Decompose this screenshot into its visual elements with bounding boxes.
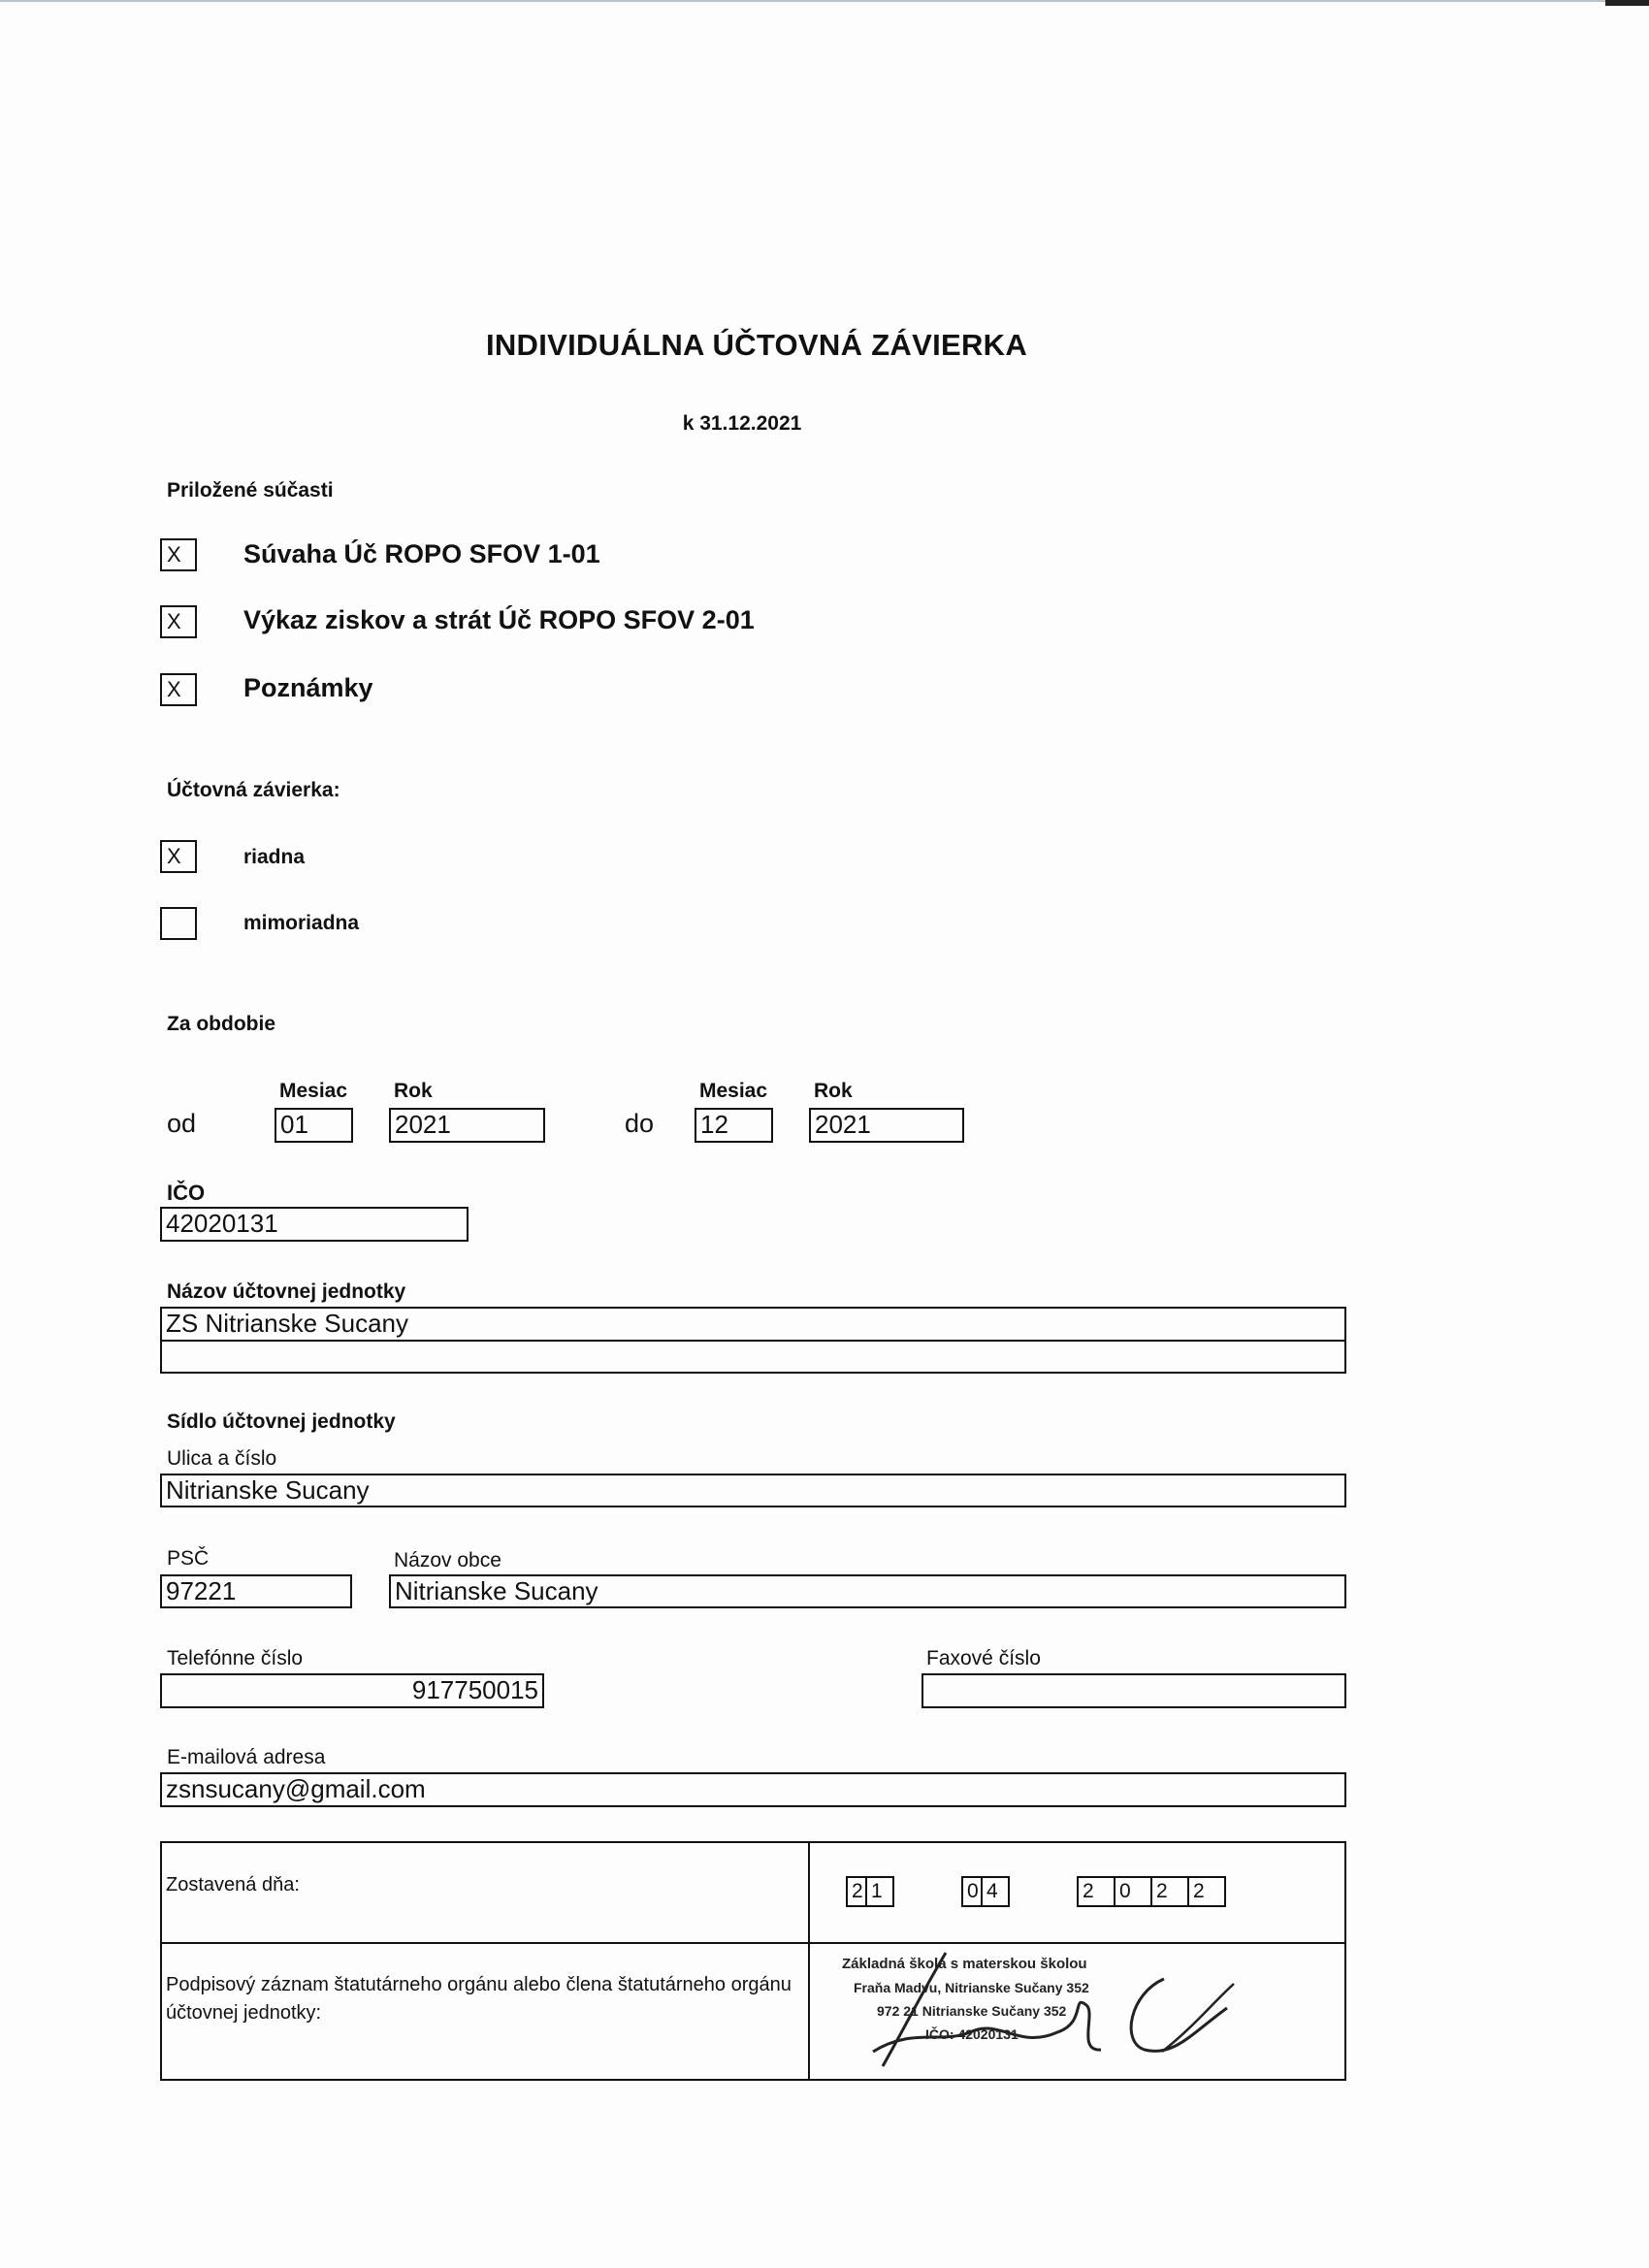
from-label: od (167, 1109, 197, 1138)
fax-label: Faxové číslo (926, 1647, 1041, 1669)
attachment-label-suvaha: Súvaha Úč ROPO SFOV 1-01 (243, 539, 600, 568)
compiled-year-digit-2[interactable]: 0 (1114, 1876, 1152, 1907)
ico-label: IČO (167, 1181, 206, 1205)
attachment-checkbox-suvaha[interactable]: X (160, 538, 197, 571)
email-label: E-mailová adresa (167, 1746, 326, 1768)
period-heading: Za obdobie (167, 1013, 275, 1035)
compiled-month-digit-1[interactable]: 0 (961, 1876, 983, 1907)
table-column-divider (808, 1843, 810, 2079)
document-title: INDIVIDUÁLNA ÚČTOVNÁ ZÁVIERKA (485, 328, 1028, 362)
document-date: k 31.12.2021 (682, 412, 802, 435)
attachment-checkbox-vykaz[interactable]: X (160, 605, 197, 638)
statement-label-riadna: riadna (243, 846, 306, 868)
stamp-line-3: 972 21 Nitrianske Sučany 352 (877, 2003, 1067, 2019)
phone-label: Telefónne číslo (167, 1647, 304, 1669)
attachment-label-vykaz: Výkaz ziskov a strát Úč ROPO SFOV 2-01 (243, 605, 755, 634)
compiled-year-digit-4[interactable]: 2 (1187, 1876, 1226, 1907)
statement-checkbox-riadna[interactable]: X (160, 840, 197, 873)
to-label: do (625, 1109, 655, 1138)
scan-top-line (0, 0, 1649, 2)
to-year-label: Rok (814, 1080, 853, 1102)
email-field[interactable]: zsnsucany@gmail.com (160, 1772, 1346, 1807)
from-month-field[interactable]: 01 (275, 1108, 353, 1143)
fax-field[interactable] (922, 1673, 1346, 1708)
street-field[interactable]: Nitrianske Sucany (160, 1474, 1346, 1507)
compiled-year-digit-3[interactable]: 2 (1150, 1876, 1189, 1907)
ico-field[interactable]: 42020131 (160, 1207, 469, 1242)
stamp-line-4: IČO: 42020131 (925, 2026, 1018, 2042)
address-heading: Sídlo účtovnej jednotky (167, 1410, 396, 1433)
to-month-label: Mesiac (699, 1080, 768, 1102)
entity-name-line1[interactable]: ZS Nitrianske Sucany (160, 1307, 1346, 1342)
entity-name-label: Názov účtovnej jednotky (167, 1280, 406, 1303)
stamp-line-1: Základná škola s materskou školou (842, 1956, 1087, 1972)
city-field[interactable]: Nitrianske Sucany (389, 1574, 1346, 1608)
psc-field[interactable]: 97221 (160, 1574, 352, 1608)
city-label: Názov obce (394, 1549, 501, 1571)
attachments-heading: Priložené súčasti (167, 479, 334, 502)
entity-name-line2[interactable] (160, 1340, 1346, 1374)
compiled-day-digit-1[interactable]: 2 (846, 1876, 867, 1907)
from-year-field[interactable]: 2021 (389, 1108, 545, 1143)
attachment-label-poznamky: Poznámky (243, 673, 373, 702)
scan-top-mark (1605, 0, 1649, 6)
compiled-label: Zostavená dňa: (166, 1874, 300, 1895)
stamp-line-2: Fraňa Madvu, Nitrianske Sučany 352 (854, 1980, 1089, 1995)
statement-checkbox-mimoriadna[interactable] (160, 907, 197, 940)
phone-field[interactable]: 917750015 (160, 1673, 544, 1708)
compiled-month-digit-2[interactable]: 4 (981, 1876, 1010, 1907)
street-label: Ulica a číslo (167, 1447, 277, 1470)
compiled-day-digit-2[interactable]: 1 (865, 1876, 894, 1907)
signature-label: Podpisový záznam štatutárneho orgánu alebo člena štatutárneho orgánu účtovnej jednotky: (166, 1974, 792, 2024)
compiled-year-digit-1[interactable]: 2 (1077, 1876, 1116, 1907)
to-year-field[interactable]: 2021 (809, 1108, 964, 1143)
from-year-label: Rok (394, 1080, 433, 1102)
statement-type-heading: Účtovná závierka: (167, 779, 340, 801)
to-month-field[interactable]: 12 (695, 1108, 773, 1143)
handwritten-signature (854, 1935, 1242, 2076)
attachment-checkbox-poznamky[interactable]: X (160, 673, 197, 706)
psc-label: PSČ (167, 1547, 210, 1570)
statement-label-mimoriadna: mimoriadna (243, 912, 360, 934)
from-month-label: Mesiac (279, 1080, 348, 1102)
